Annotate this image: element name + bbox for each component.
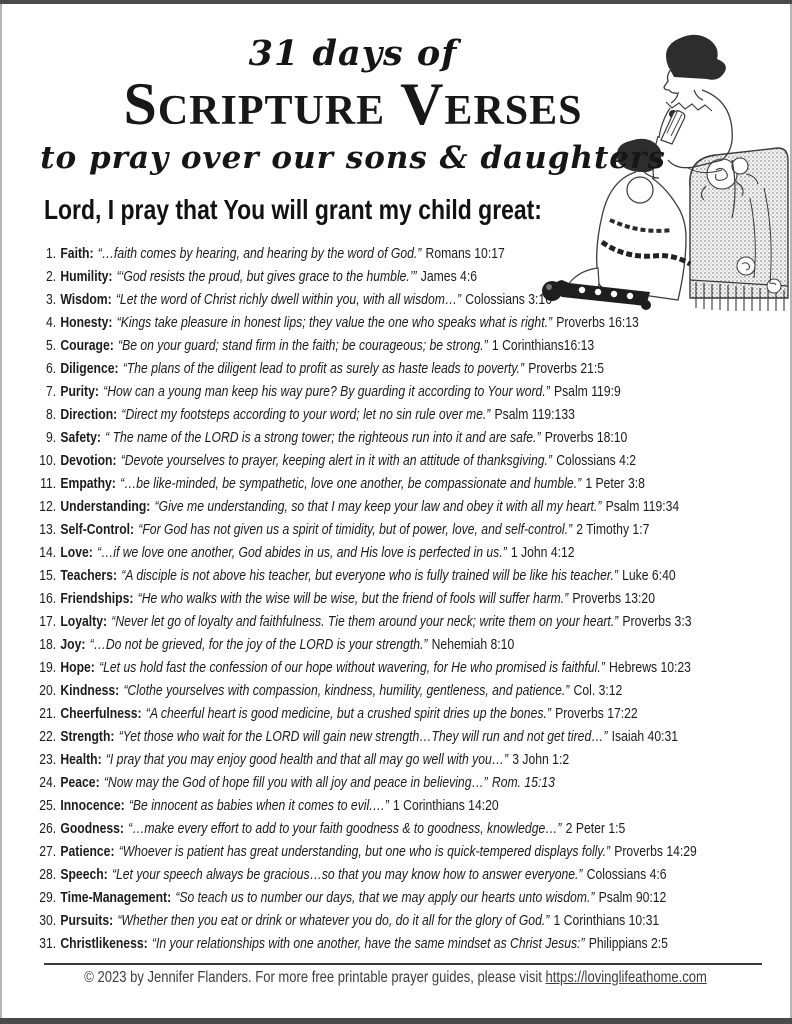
item-number: 26. <box>39 821 57 837</box>
item-quote: “Whoever is patient has great understanding, but one who is quick-tempered displays folly.” <box>118 844 611 860</box>
item-number: 15. <box>39 568 57 584</box>
item-reference: James 4:6 <box>420 269 477 285</box>
item-reference: Psalm 119:9 <box>553 384 621 400</box>
item-quote: “The plans of the diligent lead to profit as surely as haste leads to poverty.” <box>122 361 525 377</box>
item-keyword: Humility: <box>60 269 113 285</box>
item-number: 7. <box>46 384 57 400</box>
item-number: 28. <box>39 867 57 883</box>
verse-list-item <box>36 519 775 542</box>
item-keyword: Understanding: <box>60 499 151 515</box>
verse-list-item <box>36 818 775 841</box>
footer-text <box>85 969 708 987</box>
verse-list-item <box>36 588 775 611</box>
verse-list-item <box>36 703 775 726</box>
item-keyword: Peace: <box>60 775 100 791</box>
item-reference: 1 Peter 3:8 <box>585 476 645 492</box>
footer-copyright: © 2023 by Jennifer Flanders. For more free printable prayer guides, please visit <box>84 969 546 986</box>
item-quote: “Let your speech always be gracious…so that you may know how to answer everyone.” <box>111 867 583 883</box>
item-number: 1. <box>46 246 57 262</box>
verse-list-item <box>36 450 775 473</box>
verse-list-item <box>36 266 775 289</box>
item-number: 17. <box>39 614 57 630</box>
item-reference: Hebrews 10:23 <box>609 660 691 676</box>
item-keyword: Time-Management: <box>60 890 172 906</box>
verse-list-item <box>36 680 775 703</box>
item-reference: 1 Corinthians 10:31 <box>553 913 660 929</box>
verse-list-item <box>36 565 775 588</box>
item-keyword: Empathy: <box>60 476 116 492</box>
item-quote: “Now may the God of hope fill you with all joy and peace in believing…” <box>103 775 488 791</box>
item-reference: 1 Corinthians 14:20 <box>393 798 499 814</box>
item-reference: 1 John 4:12 <box>510 545 575 561</box>
item-quote: “He who walks with the wise will be wise, but the friend of fools will suffer harm.” <box>137 591 569 607</box>
item-reference: Rom. 15:13 <box>491 775 555 791</box>
item-quote: “Be innocent as babies when it comes to evil.…” <box>128 798 389 814</box>
item-number: 24. <box>39 775 57 791</box>
item-quote: “In your relationships with one another, have the same mindset as Christ Jesus:” <box>151 936 585 952</box>
item-reference: Nehemiah 8:10 <box>431 637 515 653</box>
item-number: 19. <box>39 660 57 676</box>
item-number: 4. <box>46 315 57 331</box>
footer-divider <box>44 963 762 965</box>
item-number: 18. <box>39 637 57 653</box>
verse-list-item <box>36 381 775 404</box>
item-number: 9. <box>46 430 57 446</box>
item-keyword: Wisdom: <box>60 292 112 308</box>
item-quote: “A disciple is not above his teacher, but everyone who is fully trained will be like his teacher.” <box>121 568 618 584</box>
item-reference: Proverbs 3:3 <box>622 614 692 630</box>
item-quote: “Let the word of Christ richly dwell within you, with all wisdom…” <box>115 292 462 308</box>
item-reference: Proverbs 16:13 <box>556 315 639 331</box>
item-keyword: Speech: <box>60 867 108 883</box>
item-quote: “A cheerful heart is good medicine, but a crushed spirit dries up the bones.” <box>145 706 551 722</box>
item-keyword: Cheerfulness: <box>60 706 142 722</box>
item-quote: “So teach us to number our days, that we may apply our hearts unto wisdom.” <box>175 890 595 906</box>
item-keyword: Courage: <box>60 338 114 354</box>
item-quote: “How can a young man keep his way pure? By guarding it according to Your word.” <box>103 384 550 400</box>
item-quote: “…Do not be grieved, for the joy of the LORD is your strength.” <box>89 637 428 653</box>
item-number: 25. <box>39 798 57 814</box>
verse-list-item <box>36 358 775 381</box>
item-keyword: Diligence: <box>60 361 119 377</box>
item-reference: Proverbs 21:5 <box>528 361 605 377</box>
verse-list-item <box>36 657 775 680</box>
item-reference: Col. 3:12 <box>573 683 623 699</box>
item-number: 30. <box>39 913 57 929</box>
verse-list-item <box>36 611 775 634</box>
item-quote: “Never let go of loyalty and faithfulness. Tie them around your neck; write them on your heart.” <box>111 614 619 630</box>
verse-list-item <box>36 473 775 496</box>
item-keyword: Loyalty: <box>60 614 108 630</box>
verse-list-item <box>36 910 775 933</box>
verse-list-item <box>36 404 775 427</box>
item-reference: Psalm 90:12 <box>598 890 667 906</box>
item-reference: Colossians 3:16 <box>465 292 552 308</box>
item-number: 6. <box>46 361 57 377</box>
verse-list-item <box>36 841 775 864</box>
item-number: 5. <box>46 338 57 354</box>
verse-list-item <box>36 933 775 956</box>
verse-list-item <box>36 634 775 657</box>
footer-link[interactable]: https://lovinglifeathome.com <box>545 969 708 986</box>
page-edge-top <box>0 0 792 4</box>
item-reference: Proverbs 18:10 <box>544 430 628 446</box>
verse-list-item <box>36 542 775 565</box>
item-keyword: Safety: <box>60 430 101 446</box>
item-quote: “Clothe yourselves with compassion, kindness, humility, gentleness, and patience.” <box>123 683 570 699</box>
prayer-heading: Lord, I pray that You will grant my child great: <box>44 194 542 225</box>
item-keyword: Pursuits: <box>60 913 114 929</box>
item-quote: “ The name of the LORD is a strong tower; the righteous run into it and are safe.” <box>105 430 541 446</box>
item-keyword: Direction: <box>60 407 118 423</box>
item-quote: “Whether then you eat or drink or whatever you do, do it all for the glory of God.” <box>117 913 550 929</box>
item-reference: 2 Timothy 1:7 <box>576 522 650 538</box>
item-reference: Isaiah 40:31 <box>611 729 679 745</box>
item-number: 8. <box>46 407 57 423</box>
item-reference: Proverbs 17:22 <box>555 706 638 722</box>
item-reference: Colossians 4:6 <box>586 867 667 883</box>
verse-list-item <box>36 312 775 335</box>
item-quote: “…make every effort to add to your faith goodness & to goodness, knowledge…” <box>128 821 562 837</box>
item-keyword: Friendships: <box>60 591 134 607</box>
item-quote: “…faith comes by hearing, and hearing by the word of God.” <box>97 246 422 262</box>
item-keyword: Teachers: <box>60 568 118 584</box>
item-number: 23. <box>39 752 57 768</box>
footer <box>0 969 792 987</box>
item-number: 2. <box>46 269 57 285</box>
item-number: 12. <box>39 499 57 515</box>
item-keyword: Love: <box>60 545 93 561</box>
verse-list-item <box>36 496 775 519</box>
item-keyword: Faith: <box>60 246 94 262</box>
item-number: 14. <box>39 545 57 561</box>
verse-list-item <box>36 864 775 887</box>
item-quote: “‘God resists the proud, but gives grace to the humble.’” <box>116 269 417 285</box>
item-number: 11. <box>40 476 57 492</box>
item-keyword: Innocence: <box>60 798 125 814</box>
item-reference: 3 John 1:2 <box>512 752 570 768</box>
item-quote: “Give me understanding, so that I may keep your law and obey it with all my heart.” <box>154 499 602 515</box>
item-reference: Philippians 2:5 <box>588 936 668 952</box>
verse-list-item <box>36 726 775 749</box>
item-reference: Psalm 119:133 <box>494 407 575 423</box>
verse-list-item <box>36 749 775 772</box>
item-keyword: Self-Control: <box>60 522 135 538</box>
item-keyword: Purity: <box>60 384 99 400</box>
item-number: 22. <box>39 729 57 745</box>
item-quote: “…if we love one another, God abides in us, and His love is perfected in us.” <box>97 545 507 561</box>
item-number: 27. <box>39 844 57 860</box>
item-quote: “Devote yourselves to prayer, keeping alert in it with an attitude of thanksgiving.” <box>120 453 552 469</box>
item-keyword: Hope: <box>60 660 95 676</box>
item-reference: 2 Peter 1:5 <box>565 821 626 837</box>
item-quote: “Kings take pleasure in honest lips; they value the one who speaks what is right.” <box>116 315 553 331</box>
item-quote: “I pray that you may enjoy good health and that all may go well with you…” <box>105 752 509 768</box>
item-quote: “Let us hold fast the confession of our hope without wavering, for He who promised is faithful.” <box>99 660 605 676</box>
item-reference: Psalm 119:34 <box>605 499 680 515</box>
item-number: 21. <box>39 706 57 722</box>
item-quote: “Be on your guard; stand firm in the faith; be courageous; be strong.” <box>118 338 488 354</box>
verse-list-item <box>36 289 775 312</box>
item-number: 10. <box>39 453 57 469</box>
page-edge-bottom <box>0 1018 792 1024</box>
verse-list-item <box>36 427 775 450</box>
item-quote: “For God has not given us a spirit of timidity, but of power, love, and self-control.” <box>138 522 573 538</box>
verse-list-item <box>36 772 775 795</box>
item-keyword: Kindness: <box>60 683 120 699</box>
item-number: 16. <box>39 591 57 607</box>
item-keyword: Christlikeness: <box>60 936 148 952</box>
item-reference: Proverbs 13:20 <box>572 591 655 607</box>
header-pretitle: 31 days of <box>248 33 458 74</box>
item-number: 29. <box>39 890 57 906</box>
item-quote: “Yet those who wait for the LORD will gain new strength…They will run and not get tired…” <box>118 729 608 745</box>
item-reference: Romans 10:17 <box>425 246 505 262</box>
item-quote: “…be like-minded, be sympathetic, love one another, be compassionate and humble.” <box>120 476 582 492</box>
item-reference: Luke 6:40 <box>622 568 676 584</box>
item-reference: Colossians 4:2 <box>556 453 637 469</box>
header-main-title: Scripture Verses <box>123 71 583 137</box>
item-reference: 1 Corinthians16:13 <box>491 338 595 354</box>
scripture-verse-list <box>36 243 776 956</box>
verse-list-item <box>36 887 775 910</box>
item-keyword: Strength: <box>60 729 115 745</box>
item-keyword: Goodness: <box>60 821 124 837</box>
item-quote: “Direct my footsteps according to your word; let no sin rule over me.” <box>121 407 491 423</box>
verse-list-item <box>36 795 775 818</box>
item-number: 13. <box>39 522 57 538</box>
item-number: 3. <box>46 292 57 308</box>
item-number: 31. <box>39 936 57 952</box>
verse-list-item <box>36 243 775 266</box>
item-keyword: Joy: <box>60 637 86 653</box>
header-subtitle: to pray over our sons & daughters <box>40 140 666 176</box>
item-keyword: Patience: <box>60 844 115 860</box>
item-reference: Proverbs 14:29 <box>614 844 697 860</box>
verse-list-item <box>36 335 775 358</box>
item-keyword: Devotion: <box>60 453 117 469</box>
item-number: 20. <box>39 683 57 699</box>
item-keyword: Health: <box>60 752 102 768</box>
item-keyword: Honesty: <box>60 315 113 331</box>
